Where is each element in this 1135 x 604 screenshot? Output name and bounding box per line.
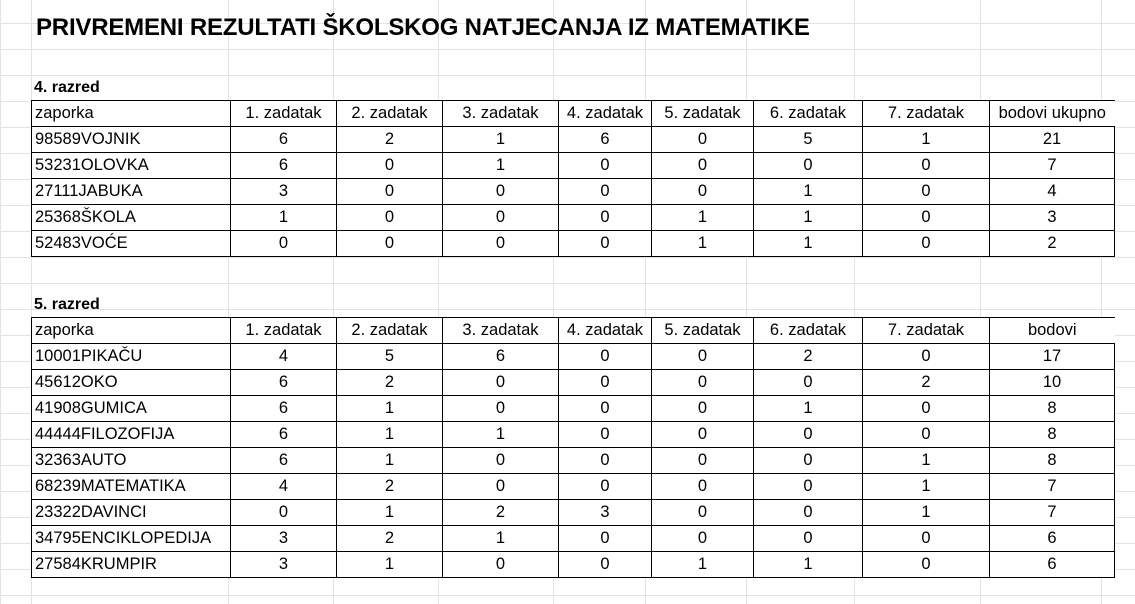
column-header-task-2[interactable]: 2. zadatak — [337, 101, 443, 127]
cell-task-score[interactable]: 1 — [754, 205, 863, 231]
cell-total[interactable]: 10 — [990, 370, 1115, 396]
cell-task-score[interactable]: 0 — [559, 552, 652, 578]
cell-task-score[interactable]: 0 — [652, 179, 754, 205]
cell-task-score[interactable]: 6 — [231, 127, 337, 153]
cell-task-score[interactable]: 0 — [559, 526, 652, 552]
cell-task-score[interactable]: 4 — [231, 474, 337, 500]
grade-4-label[interactable]: 4. razred — [34, 79, 100, 96]
cell-task-score[interactable]: 0 — [443, 396, 559, 422]
cell-task-score[interactable]: 0 — [337, 231, 443, 257]
cell-task-score[interactable]: 2 — [863, 370, 990, 396]
cell-task-score[interactable]: 6 — [559, 127, 652, 153]
cell-task-score[interactable]: 6 — [231, 396, 337, 422]
cell-task-score[interactable]: 0 — [443, 205, 559, 231]
cell-task-score[interactable]: 0 — [652, 474, 754, 500]
cell-task-score[interactable]: 0 — [559, 153, 652, 179]
column-header-zaporka[interactable]: zaporka — [32, 101, 231, 127]
cell-task-score[interactable]: 1 — [863, 127, 990, 153]
cell-task-score[interactable]: 5 — [337, 344, 443, 370]
cell-zaporka[interactable]: 45612OKO — [32, 370, 231, 396]
cell-task-score[interactable]: 3 — [231, 179, 337, 205]
cell-task-score[interactable]: 1 — [652, 205, 754, 231]
cell-task-score[interactable]: 1 — [443, 127, 559, 153]
table-row — [32, 422, 1115, 448]
table-row — [32, 153, 1115, 179]
cell-task-score[interactable]: 1 — [652, 231, 754, 257]
cell-task-score[interactable]: 1 — [863, 448, 990, 474]
cell-task-score[interactable]: 1 — [337, 422, 443, 448]
cell-task-score[interactable]: 0 — [337, 179, 443, 205]
cell-task-score[interactable]: 0 — [863, 344, 990, 370]
cell-task-score[interactable]: 0 — [231, 231, 337, 257]
cell-task-score[interactable]: 0 — [559, 231, 652, 257]
cell-task-score[interactable]: 1 — [863, 500, 990, 526]
cell-task-score[interactable]: 0 — [863, 231, 990, 257]
cell-total[interactable]: 3 — [990, 205, 1115, 231]
cell-task-score[interactable]: 3 — [231, 552, 337, 578]
page-title: PRIVREMENI REZULTATI ŠKOLSKOG NATJECANJA IZ MATEMATIKE — [36, 14, 810, 41]
column-header-task-3[interactable]: 3. zadatak — [443, 318, 559, 344]
cell-task-score[interactable]: 2 — [754, 344, 863, 370]
table-row — [32, 205, 1115, 231]
column-header-total[interactable]: bodovi ukupno — [990, 101, 1115, 127]
cell-task-score[interactable]: 6 — [231, 370, 337, 396]
cell-task-score[interactable]: 0 — [754, 500, 863, 526]
cell-task-score[interactable]: 0 — [652, 448, 754, 474]
cell-zaporka[interactable]: 44444FILOZOFIJA — [32, 422, 231, 448]
grade-5-results-table — [31, 317, 1115, 578]
cell-task-score[interactable]: 1 — [337, 396, 443, 422]
cell-task-score[interactable]: 0 — [863, 552, 990, 578]
cell-task-score[interactable]: 3 — [231, 526, 337, 552]
cell-task-score[interactable]: 0 — [443, 179, 559, 205]
table-row — [32, 474, 1115, 500]
cell-task-score[interactable]: 1 — [337, 552, 443, 578]
cell-task-score[interactable]: 0 — [337, 153, 443, 179]
cell-task-score[interactable]: 0 — [863, 179, 990, 205]
cell-task-score[interactable]: 2 — [337, 474, 443, 500]
cell-zaporka[interactable]: 68239MATEMATIKA — [32, 474, 231, 500]
cell-task-score[interactable]: 0 — [443, 474, 559, 500]
cell-task-score[interactable]: 0 — [754, 153, 863, 179]
table-row — [32, 370, 1115, 396]
cell-task-score[interactable]: 0 — [337, 205, 443, 231]
header-row — [32, 318, 1115, 344]
cell-task-score[interactable]: 1 — [337, 448, 443, 474]
cell-zaporka[interactable]: 41908GUMICA — [32, 396, 231, 422]
cell-task-score[interactable]: 0 — [652, 344, 754, 370]
cell-total[interactable]: 7 — [990, 153, 1115, 179]
column-header-task-5[interactable]: 5. zadatak — [652, 101, 754, 127]
table-row — [32, 179, 1115, 205]
cell-task-score[interactable]: 1 — [337, 500, 443, 526]
grade-5-label[interactable]: 5. razred — [34, 296, 100, 313]
column-header-zaporka[interactable]: zaporka — [32, 318, 231, 344]
cell-task-score[interactable]: 0 — [559, 344, 652, 370]
column-header-task-7[interactable]: 7. zadatak — [863, 101, 990, 127]
table-row — [32, 231, 1115, 257]
cell-task-score[interactable]: 0 — [863, 396, 990, 422]
cell-task-score[interactable]: 0 — [559, 179, 652, 205]
table-row — [32, 448, 1115, 474]
cell-zaporka[interactable]: 32363AUTO — [32, 448, 231, 474]
cell-total[interactable]: 8 — [990, 422, 1115, 448]
cell-task-score[interactable]: 5 — [754, 127, 863, 153]
column-header-task-2[interactable]: 2. zadatak — [337, 318, 443, 344]
column-header-task-4[interactable]: 4. zadatak — [559, 101, 652, 127]
cell-task-score[interactable]: 2 — [337, 127, 443, 153]
cell-task-score[interactable]: 1 — [754, 231, 863, 257]
cell-task-score[interactable]: 0 — [754, 370, 863, 396]
cell-task-score[interactable]: 1 — [754, 179, 863, 205]
cell-task-score[interactable]: 0 — [652, 396, 754, 422]
cell-total[interactable]: 17 — [990, 344, 1115, 370]
cell-total[interactable]: 4 — [990, 179, 1115, 205]
cell-total[interactable]: 2 — [990, 231, 1115, 257]
cell-task-score[interactable]: 0 — [443, 231, 559, 257]
column-header-task-6[interactable]: 6. zadatak — [754, 101, 863, 127]
cell-zaporka[interactable]: 10001PIKAČU — [32, 344, 231, 370]
column-header-task-6[interactable]: 6. zadatak — [754, 318, 863, 344]
cell-zaporka[interactable]: 23322DAVINCI — [32, 500, 231, 526]
cell-task-score[interactable]: 0 — [559, 474, 652, 500]
cell-total[interactable]: 6 — [990, 526, 1115, 552]
cell-task-score[interactable]: 1 — [443, 153, 559, 179]
table-row — [32, 344, 1115, 370]
column-header-task-4[interactable]: 4. zadatak — [559, 318, 652, 344]
cell-task-score[interactable]: 0 — [443, 370, 559, 396]
cell-task-score[interactable]: 1 — [443, 526, 559, 552]
cell-task-score[interactable]: 2 — [337, 526, 443, 552]
cell-task-score[interactable]: 0 — [863, 526, 990, 552]
cell-task-score[interactable]: 2 — [337, 370, 443, 396]
cell-task-score[interactable]: 0 — [652, 526, 754, 552]
cell-task-score[interactable]: 0 — [754, 526, 863, 552]
cell-task-score[interactable]: 0 — [652, 500, 754, 526]
cell-zaporka[interactable]: 27111JABUKA — [32, 179, 231, 205]
header-row — [32, 101, 1115, 127]
cell-task-score[interactable]: 0 — [231, 500, 337, 526]
table-row — [32, 526, 1115, 552]
cell-total[interactable]: 6 — [990, 552, 1115, 578]
cell-task-score[interactable]: 0 — [559, 370, 652, 396]
grade-4-results-table — [31, 100, 1115, 257]
cell-zaporka[interactable]: 34795ENCIKLOPEDIJA — [32, 526, 231, 552]
column-header-total[interactable]: bodovi — [990, 318, 1115, 344]
cell-task-score[interactable]: 3 — [559, 500, 652, 526]
cell-task-score[interactable]: 0 — [863, 153, 990, 179]
cell-task-score[interactable]: 0 — [754, 474, 863, 500]
column-header-task-1[interactable]: 1. zadatak — [231, 101, 337, 127]
cell-total[interactable]: 7 — [990, 500, 1115, 526]
cell-task-score[interactable]: 0 — [863, 205, 990, 231]
cell-total[interactable]: 8 — [990, 396, 1115, 422]
cell-task-score[interactable]: 0 — [559, 396, 652, 422]
cell-task-score[interactable]: 0 — [443, 448, 559, 474]
cell-task-score[interactable]: 0 — [443, 552, 559, 578]
cell-task-score[interactable]: 1 — [754, 396, 863, 422]
cell-total[interactable]: 21 — [990, 127, 1115, 153]
cell-task-score[interactable]: 0 — [863, 422, 990, 448]
cell-task-score[interactable]: 4 — [231, 344, 337, 370]
cell-zaporka[interactable]: 27584KRUMPIR — [32, 552, 231, 578]
cell-task-score[interactable]: 0 — [652, 370, 754, 396]
column-header-task-7[interactable]: 7. zadatak — [863, 318, 990, 344]
table-row — [32, 396, 1115, 422]
cell-task-score[interactable]: 0 — [652, 422, 754, 448]
cell-task-score[interactable]: 0 — [754, 422, 863, 448]
column-header-task-3[interactable]: 3. zadatak — [443, 101, 559, 127]
column-header-task-5[interactable]: 5. zadatak — [652, 318, 754, 344]
cell-task-score[interactable]: 1 — [863, 474, 990, 500]
cell-task-score[interactable]: 6 — [231, 422, 337, 448]
cell-task-score[interactable]: 0 — [559, 205, 652, 231]
cell-zaporka[interactable]: 98589VOJNIK — [32, 127, 231, 153]
cell-task-score[interactable]: 1 — [652, 552, 754, 578]
cell-task-score[interactable]: 1 — [443, 422, 559, 448]
cell-total[interactable]: 8 — [990, 448, 1115, 474]
cell-task-score[interactable]: 1 — [231, 205, 337, 231]
cell-zaporka[interactable]: 52483VOĆE — [32, 231, 231, 257]
cell-task-score[interactable]: 0 — [559, 448, 652, 474]
table-row — [32, 127, 1115, 153]
column-header-task-1[interactable]: 1. zadatak — [231, 318, 337, 344]
cell-task-score[interactable]: 0 — [559, 422, 652, 448]
cell-task-score[interactable]: 0 — [754, 448, 863, 474]
cell-task-score[interactable]: 0 — [652, 153, 754, 179]
cell-total[interactable]: 7 — [990, 474, 1115, 500]
cell-task-score[interactable]: 2 — [443, 500, 559, 526]
cell-task-score[interactable]: 6 — [443, 344, 559, 370]
cell-zaporka[interactable]: 53231OLOVKA — [32, 153, 231, 179]
table-row — [32, 552, 1115, 578]
cell-task-score[interactable]: 6 — [231, 153, 337, 179]
cell-task-score[interactable]: 1 — [754, 552, 863, 578]
table-row — [32, 500, 1115, 526]
cell-task-score[interactable]: 6 — [231, 448, 337, 474]
cell-zaporka[interactable]: 25368ŠKOLA — [32, 205, 231, 231]
cell-task-score[interactable]: 0 — [652, 127, 754, 153]
